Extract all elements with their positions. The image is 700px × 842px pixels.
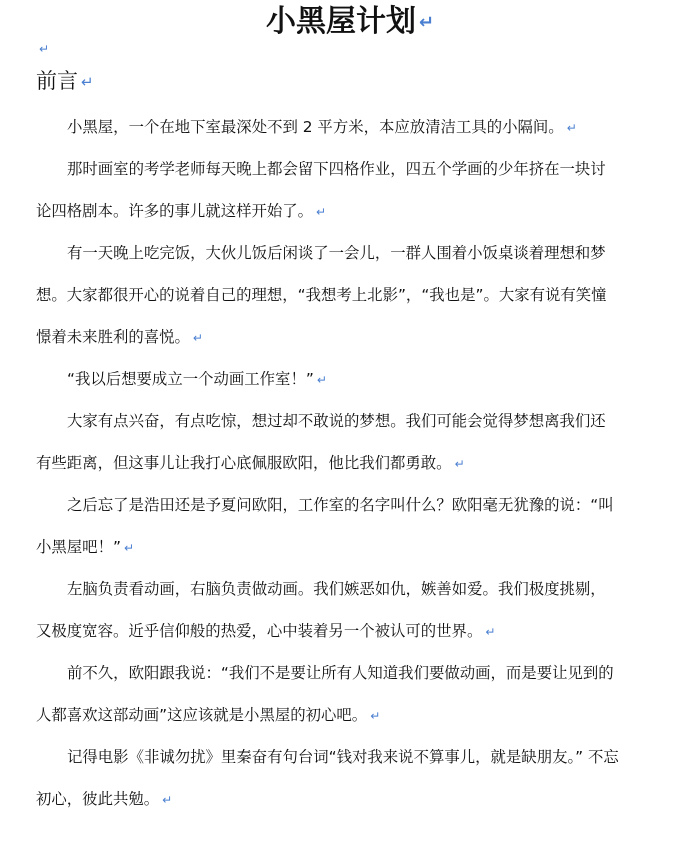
document-title-text: 小黑屋计划 [265,4,416,39]
paragraph-mark-icon: ↵ [316,204,327,219]
paragraph-text: 前不久，欧阳跟我说：“我们不是要让所有人知道我们要做动画，而是要让见到的人都喜欢这部动画”这应该就是小黑屋的初心吧。 [36,664,614,724]
body-paragraph [36,358,621,400]
paragraph-mark-icon: ↵ [39,41,50,56]
paragraph-text: “我以后想要成立一个动画工作室！” [67,370,314,388]
body-paragraph [36,232,621,358]
paragraph-mark-icon: ↵ [81,72,94,91]
paragraph-text: 大家有点兴奋，有点吃惊，想过却不敢说的梦想。我们可能会觉得梦想离我们还有些距离，但这事儿让我打心底佩服欧阳，他比我们都勇敢。 [36,412,606,472]
paragraph-mark-icon: ↵ [566,120,577,135]
paragraph-text: 有一天晚上吃完饭，大伙儿饭后闲谈了一会儿，一群人围着小饭桌谈着理想和梦想。大家都很开心的说着自己的理想，“我想考上北影”，“我也是”。大家有说有笑憧憬着未来胜利的喜悦。 [36,244,607,346]
paragraph-mark-icon: ↵ [316,372,327,387]
body-paragraph [36,736,621,820]
paragraph-mark-icon: ↵ [454,456,465,471]
paragraph-mark-icon: ↵ [485,624,496,639]
paragraph-text: 之后忘了是浩田还是予夏问欧阳，工作室的名字叫什么？欧阳毫无犹豫的说：“叫小黑屋吧！” [36,496,614,556]
body-paragraph [36,400,621,484]
paragraph-mark-icon: ↵ [123,540,134,555]
paragraph-text: 那时画室的考学老师每天晚上都会留下四格作业，四五个学画的少年挤在一块讨论四格剧本。许多的事儿就这样开始了。 [36,160,606,220]
body-paragraph [36,148,621,232]
body-paragraph [36,484,621,568]
body-paragraph [36,106,621,148]
paragraph-mark-icon: ↵ [370,708,381,723]
paragraph-mark-icon: ↵ [192,330,203,345]
paragraph-text: 左脑负责看动画，右脑负责做动画。我们嫉恶如仇，嫉善如爱。我们极度挑剔，又极度宽容。近乎信仰般的热爱，心中装着另一个被认可的世界。 [36,580,606,640]
paragraph-text: 记得电影《非诚勿扰》里秦奋有句台词“钱对我来说不算事儿，就是缺朋友。” 不忘初心，彼此共勉。 [36,748,619,808]
body-paragraph [36,568,621,652]
paragraph-mark-icon: ↵ [418,11,435,33]
body-paragraph [36,652,621,736]
section-heading-text: 前言 [36,69,78,93]
section-heading [36,66,94,96]
empty-paragraph [36,38,49,58]
body-text [36,106,621,820]
paragraph-mark-icon: ↵ [162,792,173,807]
paragraph-text: 小黑屋，一个在地下室最深处不到 2 平方米，本应放清洁工具的小隔间。 [67,118,564,136]
document-title [0,2,700,42]
